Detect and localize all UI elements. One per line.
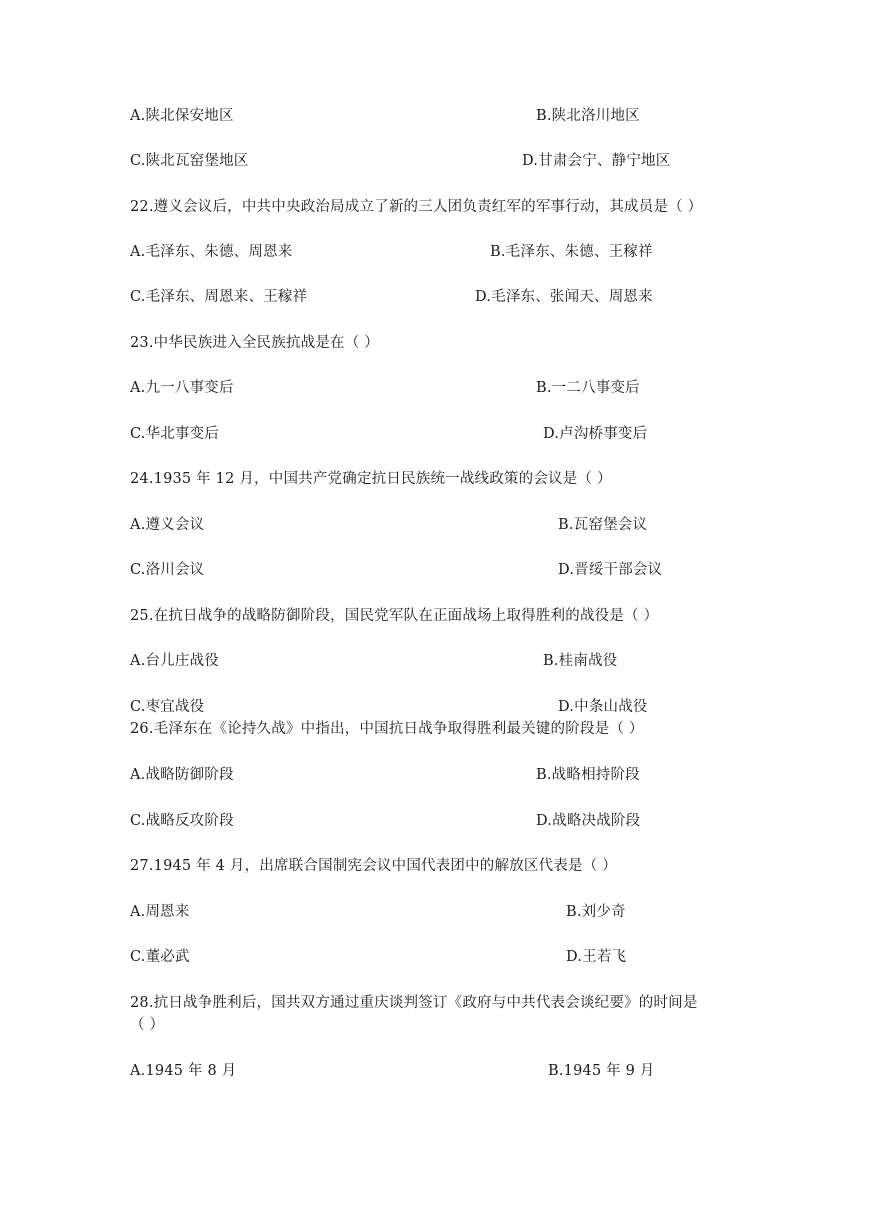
q23-option-c: C.华北事变后	[130, 426, 220, 442]
q23-option-a: A.九一八事变后	[130, 380, 234, 396]
q21-option-a: A.陕北保安地区	[130, 108, 234, 124]
q21-option-c: C.陕北瓦窑堡地区	[130, 153, 249, 169]
q24-option-b: B.瓦窑堡会议	[558, 517, 648, 533]
q25-option-b: B.桂南战役	[543, 653, 618, 669]
q22-option-c: C.毛泽东、周恩来、王稼祥	[130, 289, 308, 305]
q26-option-b: B.战略相持阶段	[536, 767, 640, 783]
q27-option-d: D.王若飞	[566, 949, 627, 965]
q28-option-b: B.1945 年 9 月	[548, 1063, 655, 1079]
q21-option-b: B.陕北洛川地区	[536, 108, 640, 124]
q22-option-b: B.毛泽东、朱德、王稼祥	[490, 244, 653, 260]
q26-option-a: A.战略防御阶段	[130, 767, 234, 783]
q27-option-b: B.刘少奇	[566, 904, 626, 920]
q23-option-d: D.卢沟桥事变后	[543, 426, 648, 442]
q22-option-a: A.毛泽东、朱德、周恩来	[130, 244, 293, 260]
q27-option-c: C.董必武	[130, 949, 190, 965]
q22-stem: 22.遵义会议后，中共中央政治局成立了新的三人团负责红军的军事行动，其成员是（ ）	[130, 199, 703, 215]
q25-option-a: A.台儿庄战役	[130, 653, 219, 669]
q22-option-d: D.毛泽东、张闻天、周恩来	[475, 289, 653, 305]
q27-stem: 27.1945 年 4 月，出席联合国制宪会议中国代表团中的解放区代表是（ ）	[130, 858, 617, 874]
q25-option-d: D.中条山战役	[558, 699, 648, 715]
q24-option-c: C.洛川会议	[130, 562, 205, 578]
q28-stem: 28.抗日战争胜利后，国共双方通过重庆谈判签订《政府与中共代表会谈纪要》的时间是	[130, 995, 698, 1011]
q21-option-d: D.甘肃会宁、静宁地区	[522, 153, 671, 169]
q27-option-a: A.周恩来	[130, 904, 190, 920]
q23-stem: 23.中华民族进入全民族抗战是在（ ）	[130, 335, 379, 351]
q26-option-c: C.战略反攻阶段	[130, 813, 234, 829]
q26-option-d: D.战略决战阶段	[536, 813, 641, 829]
q25-option-c: C.枣宜战役	[130, 699, 205, 715]
q28-option-a: A.1945 年 8 月	[130, 1063, 237, 1079]
q28-stem-blank: （ ）	[130, 1017, 165, 1033]
q25-stem: 25.在抗日战争的战略防御阶段，国民党军队在正面战场上取得胜利的战役是（ ）	[130, 608, 659, 624]
q24-option-a: A.遵义会议	[130, 517, 205, 533]
q24-stem: 24.1935 年 12 月，中国共产党确定抗日民族统一战线政策的会议是（ ）	[130, 471, 612, 487]
q26-stem: 26.毛泽东在《论持久战》中指出，中国抗日战争取得胜利最关键的阶段是（ ）	[130, 721, 644, 737]
q24-option-d: D.晋绥干部会议	[558, 562, 663, 578]
q23-option-b: B.一二八事变后	[536, 380, 640, 396]
